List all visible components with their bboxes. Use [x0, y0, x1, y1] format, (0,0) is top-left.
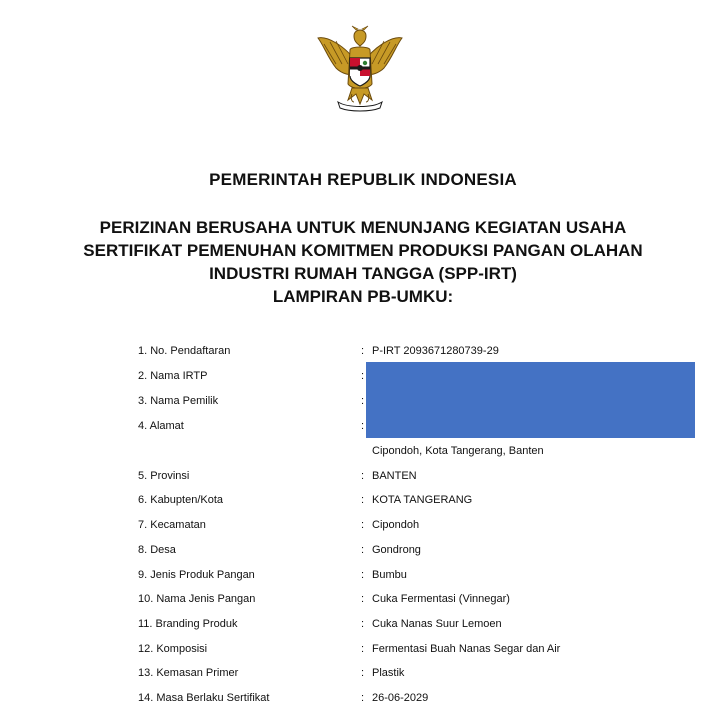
field-row-province: [0, 467, 726, 485]
field-colon: :: [361, 667, 365, 679]
field-value: Fermentasi Buah Nanas Segar dan Air: [372, 643, 561, 655]
field-row-address-continued: [0, 442, 726, 460]
field-colon: :: [361, 643, 365, 655]
field-row-registration-number: [0, 342, 726, 360]
field-row-certificate-validity: [0, 689, 726, 707]
field-row-food-product-type: [0, 566, 726, 584]
permit-heading-line-1: PERIZINAN BERUSAHA UNTUK MENUNJANG KEGIATAN USAHA: [99, 218, 627, 237]
field-colon: :: [361, 345, 365, 357]
field-label: 10. Nama Jenis Pangan: [138, 593, 256, 605]
field-colon: :: [361, 569, 365, 581]
field-colon: :: [361, 370, 365, 382]
field-colon: :: [361, 395, 365, 407]
field-value: Plastik: [372, 667, 405, 679]
field-row-composition: [0, 640, 726, 658]
field-label: 6. Kabupten/Kota: [138, 494, 224, 506]
field-value: Gondrong: [372, 544, 421, 556]
field-row-primary-packaging: [0, 664, 726, 682]
field-value: Cuka Nanas Suur Lemoen: [372, 618, 502, 630]
field-label: 7. Kecamatan: [138, 519, 206, 531]
field-label: 3. Nama Pemilik: [138, 395, 219, 407]
field-label: 11. Branding Produk: [138, 618, 238, 630]
field-row-district: [0, 516, 726, 534]
field-colon: :: [361, 494, 365, 506]
field-row-product-branding: [0, 615, 726, 633]
field-label: 8. Desa: [138, 544, 176, 556]
field-label: 9. Jenis Produk Pangan: [138, 569, 255, 581]
permit-heading-line-4: LAMPIRAN PB-UMKU:: [272, 287, 454, 306]
field-colon: :: [361, 593, 365, 605]
government-title: PEMERINTAH REPUBLIK INDONESIA: [209, 170, 517, 189]
permit-heading-line-3: INDUSTRI RUMAH TANGGA (SPP-IRT): [209, 264, 517, 283]
field-value: Cipondoh, Kota Tangerang, Banten: [372, 445, 544, 457]
field-value: Cipondoh: [372, 519, 420, 531]
field-row-food-type-name: [0, 590, 726, 608]
field-value: P-IRT 2093671280739-29: [372, 345, 499, 357]
field-value: KOTA TANGERANG: [372, 494, 473, 506]
field-colon: :: [361, 618, 365, 630]
field-row-regency-city: [0, 491, 726, 509]
field-colon: :: [361, 519, 365, 531]
field-label: 4. Alamat: [138, 420, 184, 432]
field-label: 12. Komposisi: [138, 643, 208, 655]
permit-heading-line-2: SERTIFIKAT PEMENUHAN KOMITMEN PRODUKSI PANGAN OLAHAN: [83, 241, 643, 260]
field-value: 26-06-2029: [372, 692, 429, 704]
field-colon: :: [361, 470, 365, 482]
field-value: Cuka Fermentasi (Vinnegar): [372, 593, 510, 605]
field-label: 2. Nama IRTP: [138, 370, 208, 382]
field-value: Bumbu: [372, 569, 407, 581]
field-row-village: [0, 541, 726, 559]
field-label: 1. No. Pendaftaran: [138, 345, 231, 357]
field-label: 14. Masa Berlaku Sertifikat: [138, 692, 270, 704]
field-label: 5. Provinsi: [138, 470, 190, 482]
redaction-box: [366, 362, 695, 438]
field-value: BANTEN: [372, 470, 417, 482]
field-colon: :: [361, 692, 365, 704]
field-colon: :: [361, 544, 365, 556]
field-label: 13. Kemasan Primer: [138, 667, 239, 679]
field-colon: :: [361, 420, 365, 432]
